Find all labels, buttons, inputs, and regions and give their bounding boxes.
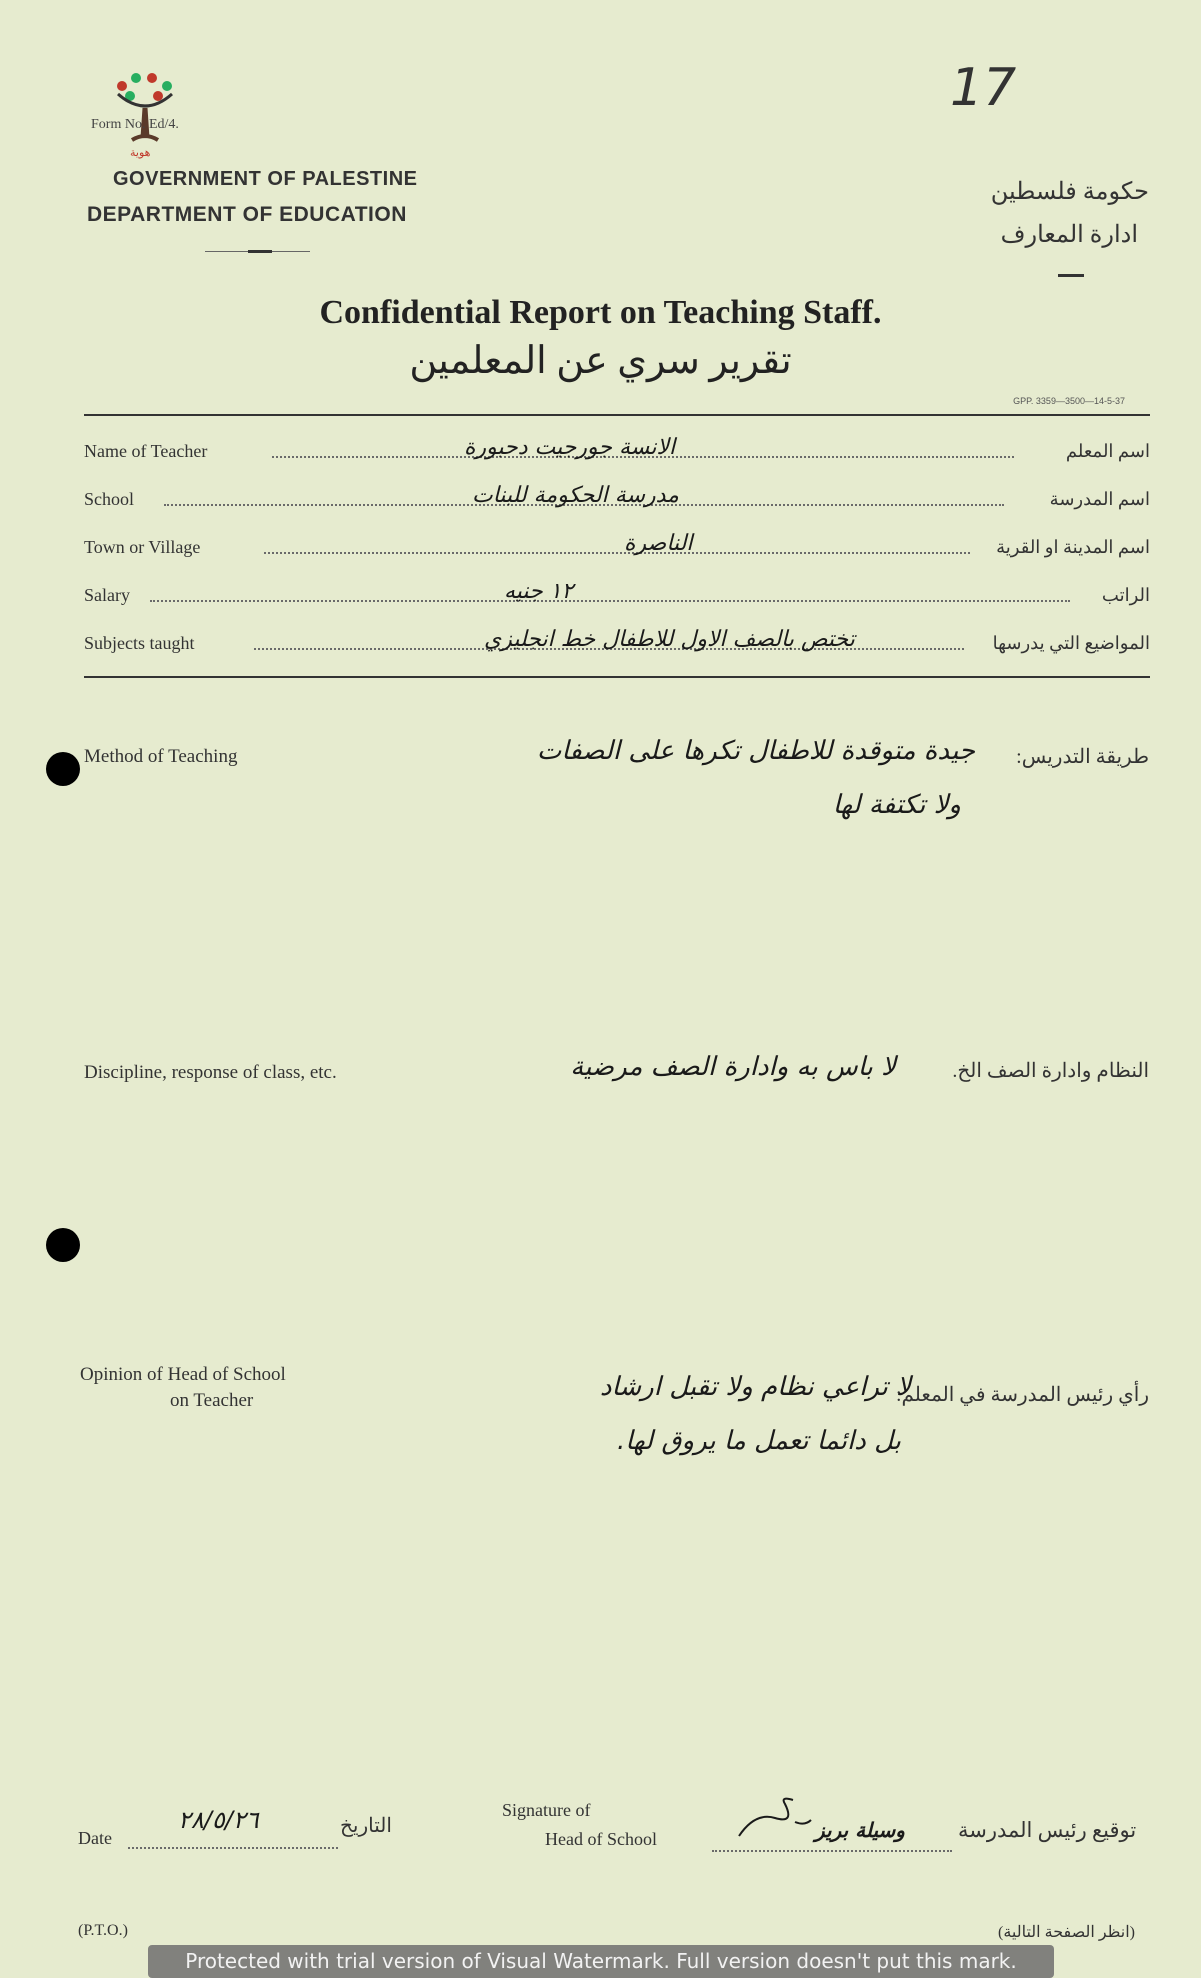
watermark-text: Protected with trial version of Visual Watermark. Full version doesn't put this mark. xyxy=(185,1949,1017,1973)
field-label-en: Town or Village xyxy=(84,537,201,557)
date-value: ٢٨/٥/٢٦ xyxy=(178,1806,259,1834)
government-heading-ar: حكومة فلسطين xyxy=(990,179,1149,205)
department-heading-ar: ادارة المعارف xyxy=(1000,222,1138,248)
opinion-label-ar: رأي رئيس المدرسة في المعلم: xyxy=(895,1384,1149,1406)
fields-top-rule xyxy=(84,414,1150,416)
opinion-label-en-line-2: on Teacher xyxy=(170,1390,254,1411)
date-label-ar: التاريخ xyxy=(340,1815,392,1837)
field-dotted-line xyxy=(264,552,970,554)
discipline-label-ar: النظام وادارة الصف الخ. xyxy=(952,1060,1149,1082)
punch-hole-top xyxy=(46,752,80,786)
header-divider-right-mark xyxy=(1058,274,1084,277)
signature-label-ar: توقيع رئيس المدرسة xyxy=(958,1818,1137,1842)
opinion-text-line-2: بل دائما تعمل ما يروق لها. xyxy=(617,1426,901,1456)
pto-label: (P.T.O.) xyxy=(78,1922,128,1939)
field-label-ar: اسم المدينة او القرية xyxy=(996,537,1150,557)
signature-label-en-line-1: Signature of xyxy=(502,1800,591,1820)
header-divider-left-mark xyxy=(248,250,272,253)
field-value-town: الناصرة xyxy=(624,531,693,556)
pto-label-ar: (انظر الصفحة التالية) xyxy=(997,1924,1135,1941)
field-label-ar: اسم المعلم xyxy=(1065,441,1150,461)
field-row-subjects xyxy=(84,626,1150,656)
report-title-en: Confidential Report on Teaching Staff. xyxy=(319,294,882,331)
svg-text:هوية: هوية xyxy=(130,146,151,159)
field-row-school xyxy=(84,482,1150,512)
government-heading-en: GOVERNMENT OF PALESTINE xyxy=(113,168,418,190)
method-text-line-1: جيدة متوقدة للاطفال تكرها على الصفات xyxy=(536,736,975,766)
field-label-ar: المواضيع التي يدرسها xyxy=(992,633,1150,653)
department-heading-en: DEPARTMENT OF EDUCATION xyxy=(87,203,407,226)
discipline-label-en: Discipline, response of class, etc. xyxy=(84,1062,337,1083)
opinion-label-en-line-1: Opinion of Head of School xyxy=(80,1364,286,1385)
method-label-ar: طريقة التدريس: xyxy=(1016,746,1149,768)
fields-bottom-rule xyxy=(84,676,1150,678)
method-label-en: Method of Teaching xyxy=(84,746,238,767)
field-label-en: Salary xyxy=(84,585,130,605)
report-title-ar: تقرير سري عن المعلمين xyxy=(409,340,792,382)
tree-logo-icon xyxy=(110,68,180,160)
page-number: 17 xyxy=(950,58,1017,118)
printer-code: GPP. 3359—3500—14-5-37 xyxy=(1013,396,1125,406)
field-row-town xyxy=(84,530,1150,560)
field-label-ar: الراتب xyxy=(1101,585,1150,605)
punch-hole-bottom xyxy=(46,1228,80,1262)
opinion-text-line-1: لا تراعي نظام ولا تقبل ارشاد xyxy=(599,1372,911,1402)
field-value-school: مدرسة الحكومة للبنات xyxy=(472,483,679,508)
field-label-en: Name of Teacher xyxy=(84,441,208,461)
field-label-en: School xyxy=(84,489,135,509)
field-row-salary xyxy=(84,578,1150,608)
date-label-en: Date xyxy=(78,1828,112,1848)
discipline-text-line-1: لا باس به وادارة الصف مرضية xyxy=(570,1052,896,1082)
field-label-en: Subjects taught xyxy=(84,633,195,653)
date-dotted-line xyxy=(128,1847,338,1849)
field-row-teacher-name xyxy=(84,434,1150,464)
field-value-salary: ١٢ جنيه xyxy=(504,579,574,604)
field-label-ar: اسم المدرسة xyxy=(1049,489,1150,509)
signature-scrawl-icon xyxy=(735,1792,815,1844)
field-value-teacher-name: الانسة جورجيت دحبورة xyxy=(464,435,676,460)
field-dotted-line xyxy=(150,600,1070,602)
signature-label-en-line-2: Head of School xyxy=(545,1829,657,1849)
signature-value: وسيلة بريز xyxy=(815,1818,905,1842)
signature-dotted-line xyxy=(712,1850,952,1852)
field-value-subjects: تختص بالصف الاول للاطفال خط انجليزي xyxy=(484,627,855,652)
method-text-line-2: ولا تكتفة لها xyxy=(832,790,961,820)
form-number: Form No. Ed/4. xyxy=(91,117,179,132)
